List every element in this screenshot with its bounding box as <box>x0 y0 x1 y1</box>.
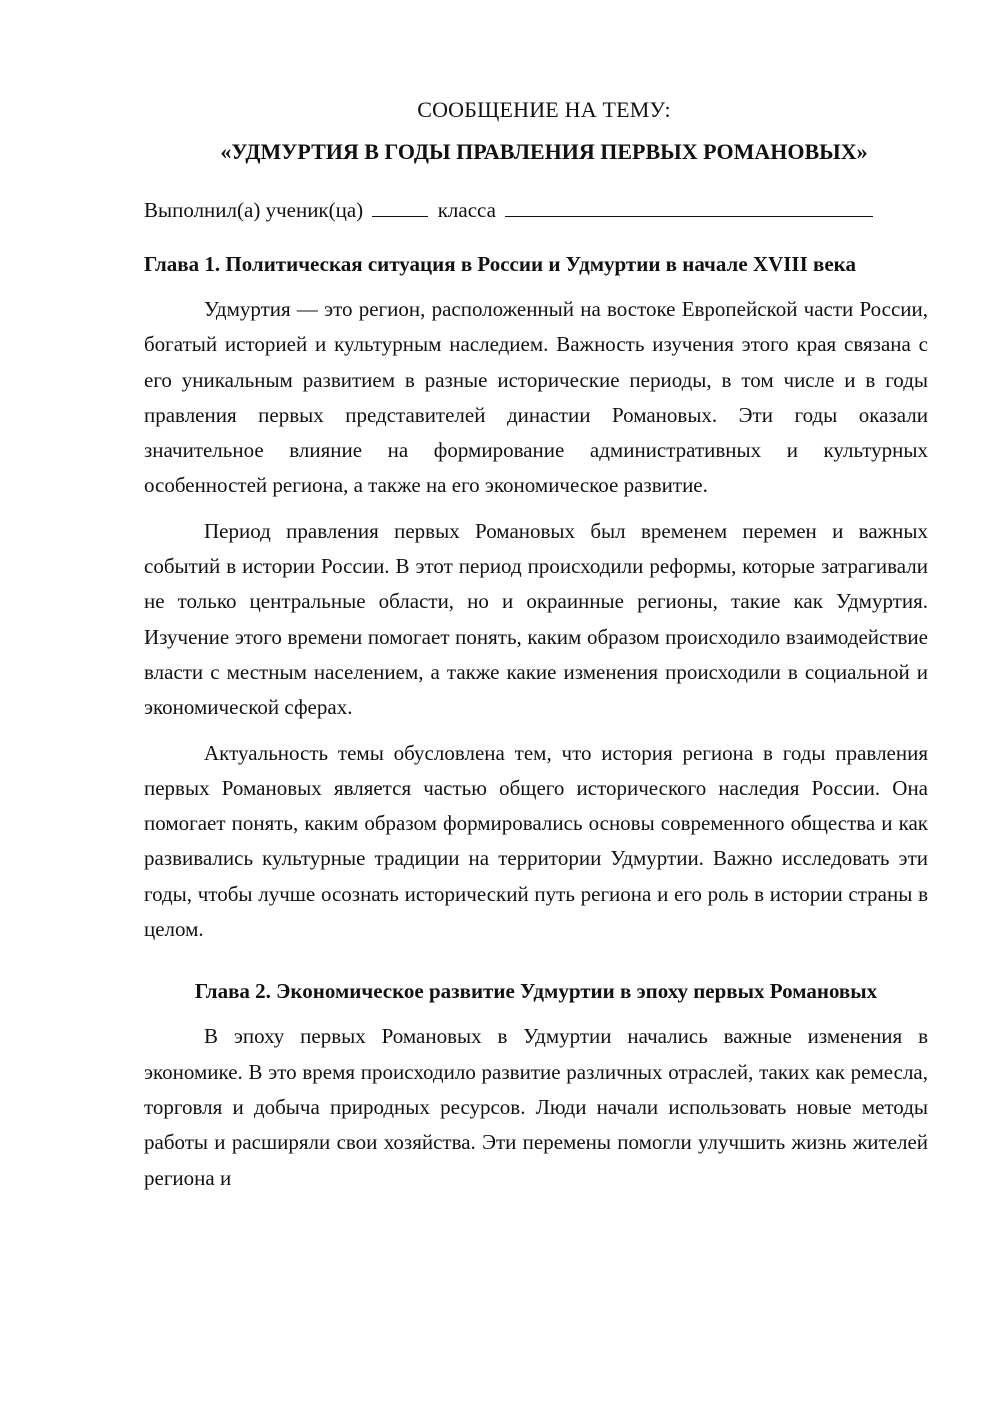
student-name-blank <box>505 194 873 217</box>
author-middle: класса <box>437 198 496 222</box>
chapter-2 <box>144 973 928 1195</box>
author-prefix: Выполнил(а) ученик(ца) <box>144 198 364 222</box>
class-number-blank <box>372 194 428 217</box>
document-heading: СООБЩЕНИЕ НА ТЕМУ: <box>417 97 671 122</box>
paragraph: В эпоху первых Романовых в Удмуртии начались важные изменения в экономике. В это время происходило развитие различных отраслей, таких как ремесла, торговля и добыча природных ресурсов. Люди начали использовать новые методы работы и расширяли свои хозяйства. Эти перемены помогли улучшить жизнь жителей региона и <box>144 1024 928 1190</box>
paragraph: Удмуртия — это регион, расположенный на востоке Европейской части России, богатый историей и культурным наследием. Важность изучения этого края связана с его уникальным развитием в разные исторические периоды, в том числе и в годы правления первых представителей династии Романовых. Эти годы оказали значительное влияние на формирование административных и культурных особенностей региона, а также на его экономическое развитие. <box>144 297 928 498</box>
chapter-title: Глава 2. Экономическое развитие Удмуртии в эпоху первых Романовых <box>194 979 878 1004</box>
document-title: «УДМУРТИЯ В ГОДЫ ПРАВЛЕНИЯ ПЕРВЫХ РОМАНОВЫХ» <box>220 139 868 164</box>
chapter-title: Глава 1. Политическая ситуация в России и Удмуртии в начале XVIII века <box>144 252 856 276</box>
author-line <box>144 192 928 228</box>
paragraph: Актуальность темы обусловлена тем, что история региона в годы правления первых Романовых является частью общего исторического наследия России. Она помогает понять, каким образом формировались основы современного общества и как развивались культурные традиции на территории Удмуртии. Важно исследовать эти годы, чтобы лучше осознать исторический путь региона и его роль в истории страны в целом. <box>144 740 928 942</box>
chapter-1 <box>144 246 928 947</box>
paragraph: Период правления первых Романовых был временем перемен и важных событий в истории России. В этот период происходили реформы, которые затрагивали не только центральные области, но и окраинные регионы, такие как Удмуртия. Изучение этого времени помогает понять, каким образом происходило взаимодействие власти с местным населением, а также какие изменения происходили в социальной и экономической сферах. <box>144 518 928 720</box>
